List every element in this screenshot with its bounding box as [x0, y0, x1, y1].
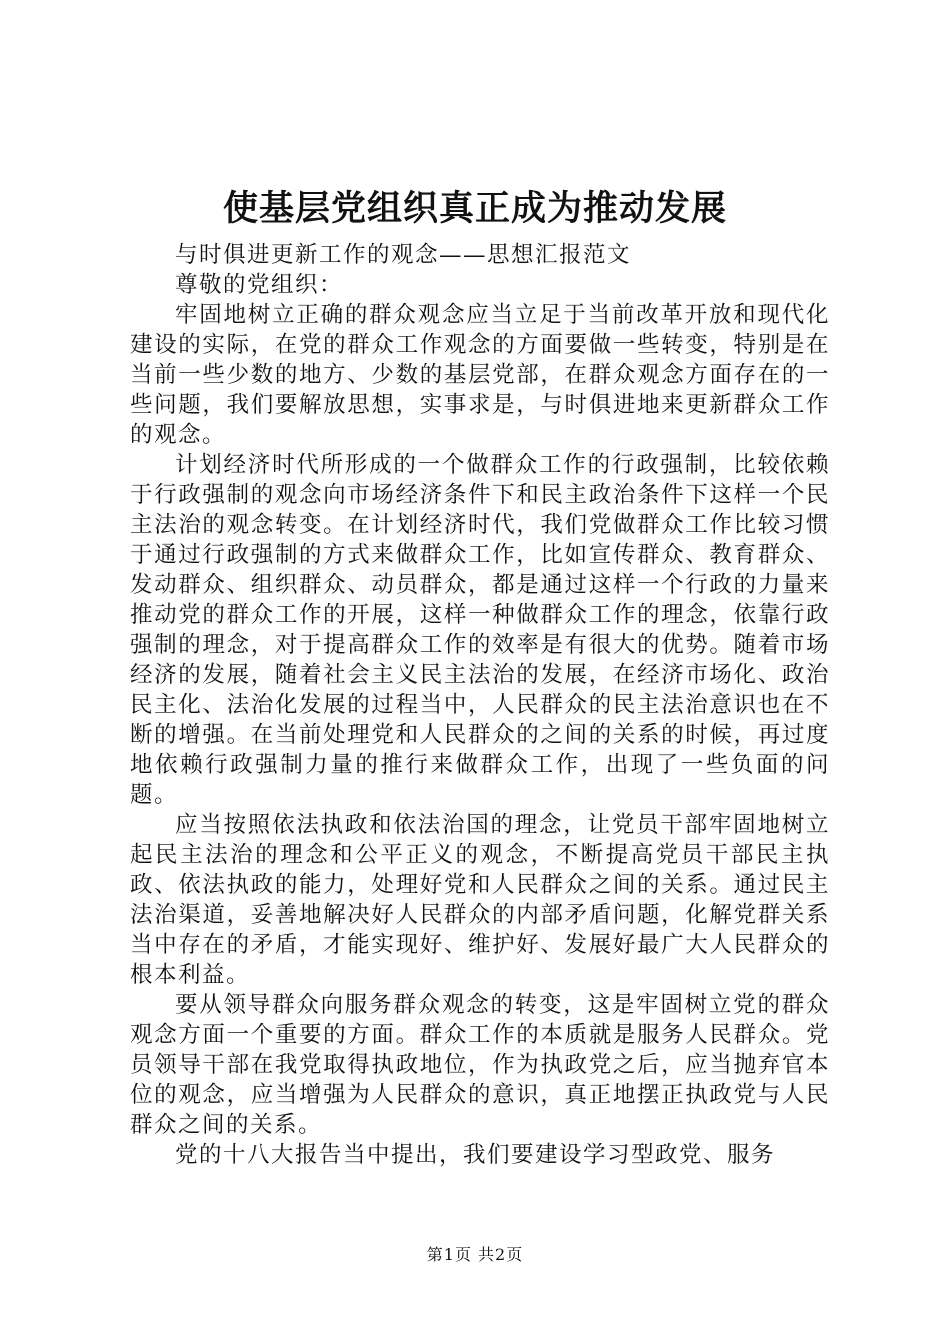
body-paragraph: 计划经济时代所形成的一个做群众工作的行政强制，比较依赖于行政强制的观念向市场经济条件下和民主政治条件下这样一个民主法治的观念转变。在计划经济时代，我们党做群众工作比较习惯于通过行政强制的方式来做群众工作，比如宣传群众、教育群众、发动群众、组织群众、动员群众，都是通过这样一个行政的力量来推动党的群众工作的开展，这样一种做群众工作的理念，依靠行政强制的理念，对于提高群众工作的效率是有很大的优势。随着市场经济的发展，随着社会主义民主法治的发展，在经济市场化、政治民主化、法治化发展的过程当中，人民群众的民主法治意识也在不断的增强。在当前处理党和人民群众的之间的关系的时候，再过度地依赖行政强制力量的推行来做群众工作，出现了一些负面的问题。: [130, 452, 830, 808]
body-paragraph: 应当按照依法执政和依法治国的理念，让党员干部牢固地树立起民主法治的理念和公平正义的观念，不断提高党员干部民主执政、依法执政的能力，处理好党和人民群众之间的关系。通过民主法治渠道，妥善地解决好人民群众的内部矛盾问题，化解党群关系当中存在的矛盾，才能实现好、维护好、发展好最广大人民群众的根本利益。: [130, 812, 830, 988]
body-paragraph: 要从领导群众向服务群众观念的转变，这是牢固树立党的群众观念方面一个重要的方面。群众工作的本质就是服务人民群众。党员领导干部在我党取得执政地位，作为执政党之后，应当抛弃官本位的观念，应当增强为人民群众的意识，真正地摆正执政党与人民群众之间的关系。: [130, 992, 830, 1138]
document-subtitle: 与时俱进更新工作的观念——思想汇报范文: [175, 242, 632, 268]
body-paragraph: 党的十八大报告当中提出，我们要建设学习型政党、服务: [175, 1142, 776, 1168]
salutation: 尊敬的党组织：: [175, 272, 344, 298]
document-title: 使基层党组织真正成为推动发展: [222, 188, 727, 229]
body-paragraph: 牢固地树立正确的群众观念应当立足于当前改革开放和现代化建设的实际，在党的群众工作观念的方面要做一些转变，特别是在当前一些少数的地方、少数的基层党部，在群众观念方面存在的一些问题，我们要解放思想，实事求是，与时俱进地来更新群众工作的观念。: [130, 302, 830, 448]
document-body: [130, 240, 830, 1170]
page-footer: 第1页 共2页: [426, 1245, 524, 1264]
